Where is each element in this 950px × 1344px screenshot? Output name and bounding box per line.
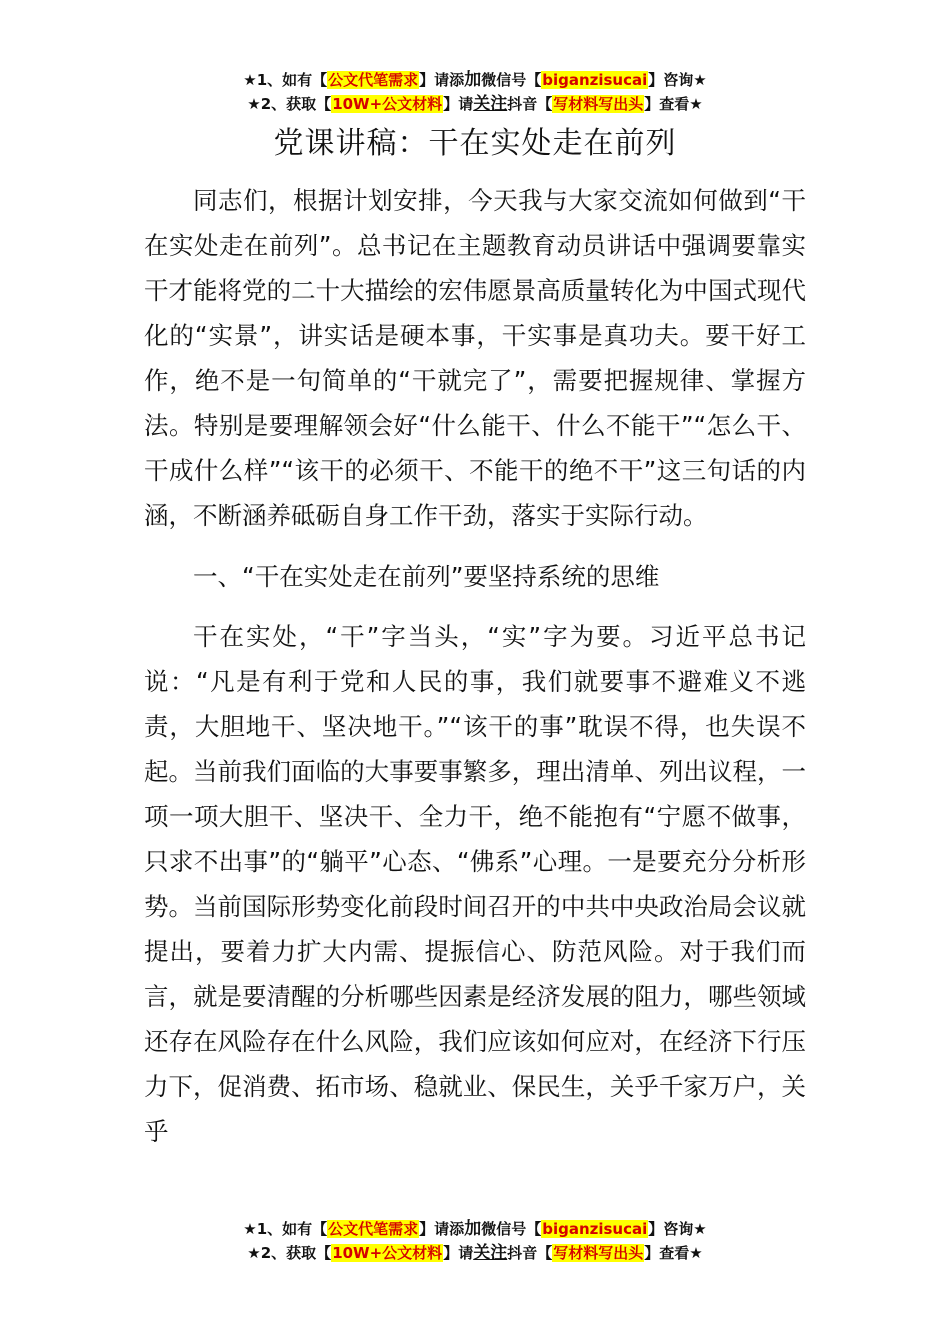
promo-highlight-douyin: 写材料写出头 — [553, 1244, 644, 1262]
promo-highlight-ghostwriting: 公文代笔需求 — [328, 71, 419, 89]
promo-line1-prefix: ★1、如有【 — [243, 71, 328, 89]
paragraph-intro: 同志们，根据计划安排，今天我与大家交流如何做到“干在实处走在前列”。总书记在主题教育动员讲话中强调要靠实干才能将党的二十大描绘的宏伟愿景高质量转化为中国式现代化的“实景”，讲实话是硬本事，干实事是真功夫。要干好工作，绝不是一句简单的“干就完了”，需要把握规律、掌握方法。特别是要理解领会好“什么能干、什么不能干”“怎么干、干成什么样”“该干的必须干、不能干的绝不干”这三句话的内涵，不断涵养砥砺自身工作干劲，落实于实际行动。 — [144, 186, 806, 530]
promo-line1-emph: 加 — [464, 1219, 482, 1239]
promo-line2-emph: 关注 — [473, 94, 508, 114]
promo-highlight-wechat-id: biganzisucai — [542, 1220, 648, 1238]
promo-line1-prefix: ★1、如有【 — [243, 1220, 328, 1238]
promo-line-2 — [0, 92, 950, 116]
promo-line1-suffix: 】咨询★ — [648, 71, 707, 89]
promo-line2-mid1: 】请 — [443, 95, 474, 113]
promo-line2-suffix: 】查看★ — [644, 1244, 703, 1262]
promo-line1-mid2: 微信号【 — [481, 1220, 542, 1238]
promo-line-1 — [0, 68, 950, 92]
promo-line1-suffix: 】咨询★ — [648, 1220, 707, 1238]
promo-line2-suffix: 】查看★ — [644, 95, 703, 113]
promo-line-1 — [0, 1217, 950, 1241]
promo-line1-mid1: 】请添 — [419, 1220, 465, 1238]
promo-line2-emph: 关注 — [473, 1243, 508, 1263]
paragraph-section-1: 干在实处，“干”字当头，“实”字为要。习近平总书记说：“凡是有利于党和人民的事，我们就要事不避难义不逃责，大胆地干、坚决地干。”“该干的事”耽误不得，也失误不起。当前我们面临的大事要事繁多，理出清单、列出议程，一项一项大胆干、坚决干、全力干，绝不能抱有“宁愿不做事，只求不出事”的“躺平”心态、“佛系”心理。一是要充分分析形势。当前国际形势变化前段时间召开的中共中央政治局会议就提出，要着力扩大内需、提振信心、防范风险。对于我们而言，就是要清醒的分析哪些因素是经济发展的阻力，哪些领域还存在风险存在什么风险，我们应该如何应对，在经济下行压力下，促消费、拓市场、稳就业、保民生，关乎千家万户，关乎 — [144, 622, 806, 1146]
promo-line2-mid2: 抖音【 — [507, 1244, 553, 1262]
promo-line2-prefix: ★2、获取【 — [247, 1244, 332, 1262]
promo-highlight-materials: 10W+公文材料 — [332, 1244, 443, 1262]
promo-highlight-materials: 10W+公文材料 — [332, 95, 443, 113]
promo-line2-mid1: 】请 — [443, 1244, 474, 1262]
section-heading-1: 一、“干在实处走在前列”要坚持系统的思维 — [193, 562, 660, 591]
document-body — [144, 178, 806, 1154]
promo-line1-emph: 加 — [464, 70, 482, 90]
promo-highlight-ghostwriting: 公文代笔需求 — [328, 1220, 419, 1238]
document-title: 党课讲稿：干在实处走在前列 — [273, 126, 677, 161]
promo-line1-mid1: 】请添 — [419, 71, 465, 89]
promo-line2-mid2: 抖音【 — [507, 95, 553, 113]
promo-line1-mid2: 微信号【 — [481, 71, 542, 89]
header-promo-banner — [0, 68, 950, 116]
promo-line2-prefix: ★2、获取【 — [247, 95, 332, 113]
promo-line-2 — [0, 1241, 950, 1265]
promo-highlight-wechat-id: biganzisucai — [542, 71, 648, 89]
footer-promo-banner — [0, 1217, 950, 1265]
promo-highlight-douyin: 写材料写出头 — [553, 95, 644, 113]
